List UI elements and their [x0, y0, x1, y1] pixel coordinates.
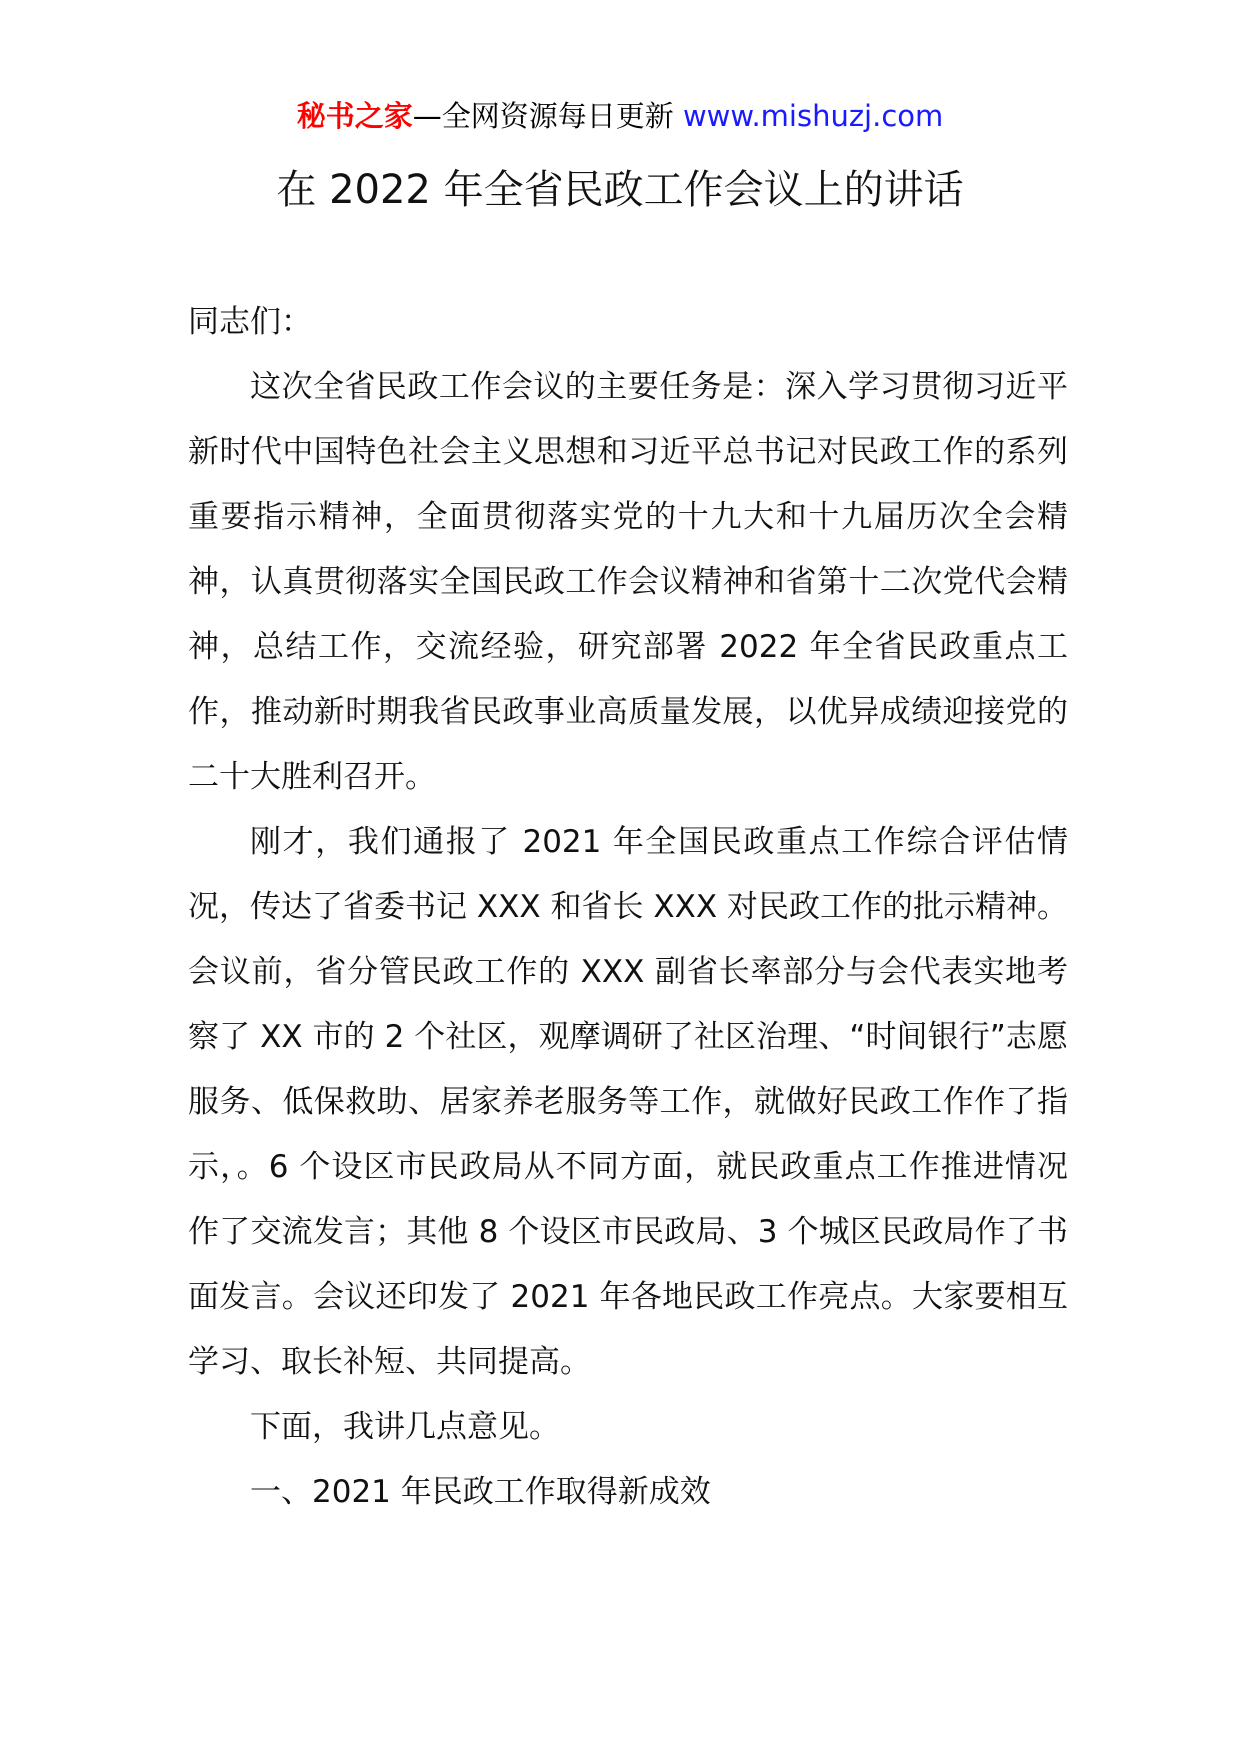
document-body [188, 290, 1068, 1525]
brand-name: 秘书之家 [296, 99, 413, 133]
document-title: 在 2022 年全省民政工作会议上的讲话 [276, 167, 964, 213]
paragraph-transition: 下面，我讲几点意见。 [250, 1409, 560, 1445]
paragraph-intro: 这次全省民政工作会议的主要任务是：深入学习贯彻习近平新时代中国特色社会主义思想和习近平总书记对民政工作的系列重要指示精神，全面贯彻落实党的十九大和十九届历次全会精神，认真贯彻落实全国民政工作会议精神和省第十二次党代会精神，总结工作，交流经验，研究部署 2022 年全省民政重点工作，推动新时期我省民政事业高质量发展，以优异成绩迎接党的二十大胜利召开。 [188, 369, 1068, 795]
site-url-link[interactable]: www.mishuzj.com [682, 99, 944, 133]
paragraph-report: 刚才，我们通报了 2021 年全国民政重点工作综合评估情况，传达了省委书记 XXX 和省长 XXX 对民政工作的批示精神。会议前，省分管民政工作的 XXX 副省长率部分与会代表实地考察了 XX 市的 2 个社区，观摩调研了社区治理、“时间银行”志愿服务、低保救助、居家养老服务等工作，就做好民政工作作了指示，。6 个设区市民政局从不同方面，就民政重点工作推进情况作了交流发言；其他 8 个设区市民政局、3 个城区民政局作了书面发言。会议还印发了 2021 年各地民政工作亮点。大家要相互学习、取长补短、共同提高。 [188, 824, 1068, 1380]
header-slogan: —全网资源每日更新 [412, 99, 683, 133]
section-heading: 一、2021 年民政工作取得新成效 [250, 1474, 711, 1510]
site-header [0, 96, 1240, 136]
salutation: 同志们： [188, 304, 312, 340]
